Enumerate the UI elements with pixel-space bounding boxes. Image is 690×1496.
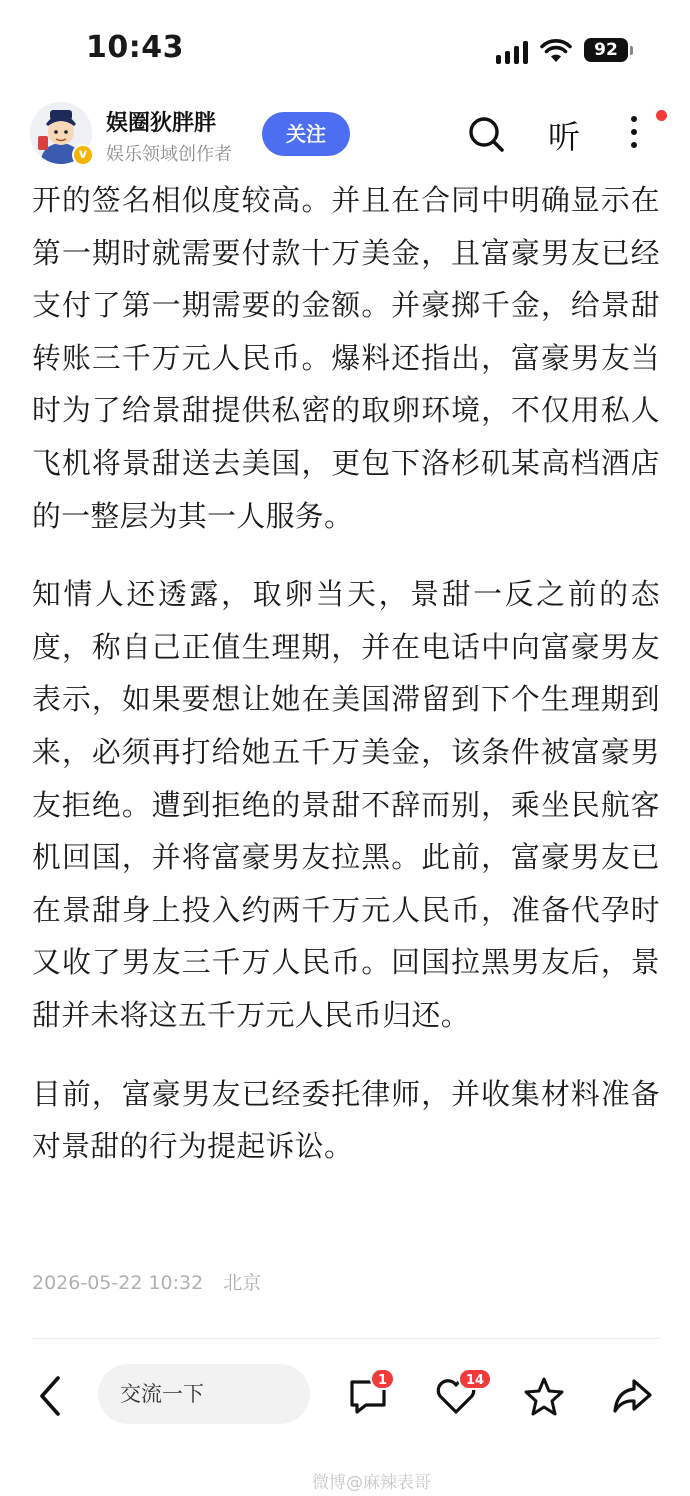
article-meta [32,1268,261,1295]
author-name[interactable]: 娱圈狄胖胖 [106,111,217,136]
favorite-button[interactable] [522,1374,566,1418]
search-icon[interactable] [466,114,506,154]
comment-button[interactable] [346,1374,390,1418]
battery-tip [630,46,633,55]
battery-icon: 92 [584,38,628,62]
more-icon[interactable] [624,116,644,156]
article-body [32,174,660,1173]
article-paragraph: 目前，富豪男友已经委托律师，并收集材料准备对景甜的行为提起诉讼。 [32,1076,660,1164]
notification-dot [656,110,667,121]
status-time: 10:43 [86,30,184,65]
watermark: 微博@麻辣表哥 [312,1473,431,1493]
follow-button[interactable]: 关注 [262,112,350,156]
article-paragraph: 开的签名相似度较高。并且在合同中明确显示在第一期时就需要付款十万美金，且富豪男友已经支付了第一期需要的金额。并豪掷千金，给景甜转账三千万元人民币。爆料还指出，富豪男友当时为了给景甜提供私密的取卵环境，不仅用私人飞机将景甜送去美国，更包下洛杉矶某高档酒店的一整层为其一人服务。 [32,183,660,533]
like-count-badge: 14 [458,1368,492,1390]
bottom-bar [0,1350,690,1440]
divider [32,1338,660,1339]
publish-location: 北京 [223,1272,262,1294]
comment-input[interactable]: 交流一下 [98,1364,310,1424]
status-bar [0,0,690,100]
article-header [0,100,690,172]
like-button[interactable] [434,1373,485,1418]
back-icon[interactable] [34,1374,66,1418]
verified-badge: v [72,144,94,166]
share-icon [610,1374,654,1418]
publish-date: 2026-05-22 10:32 [32,1272,204,1294]
article-paragraph: 知情人还透露，取卵当天，景甜一反之前的态度，称自己正值生理期，并在电话中向富豪男友表示，如果要想让她在美国滞留到下个生理期到来，必须再打给她五千万美金，该条件被富豪男友拒绝。遭到拒绝的景甜不辞而别，乘坐民航客机回国，并将富豪男友拉黑。此前，富豪男友已在景甜身上投入约两千万元人民币，准备代孕时又收了男友三千万人民币。回国拉黑男友后，景甜并未将这五千万元人民币归还。 [32,577,660,1032]
star-icon [522,1374,566,1418]
wifi-icon [540,38,572,64]
listen-button[interactable]: 听 [548,118,581,156]
author-tag: 娱乐领域创作者 [106,144,232,165]
share-button[interactable] [610,1374,654,1418]
comment-count-badge: 1 [370,1368,395,1390]
signal-icon [496,40,528,64]
